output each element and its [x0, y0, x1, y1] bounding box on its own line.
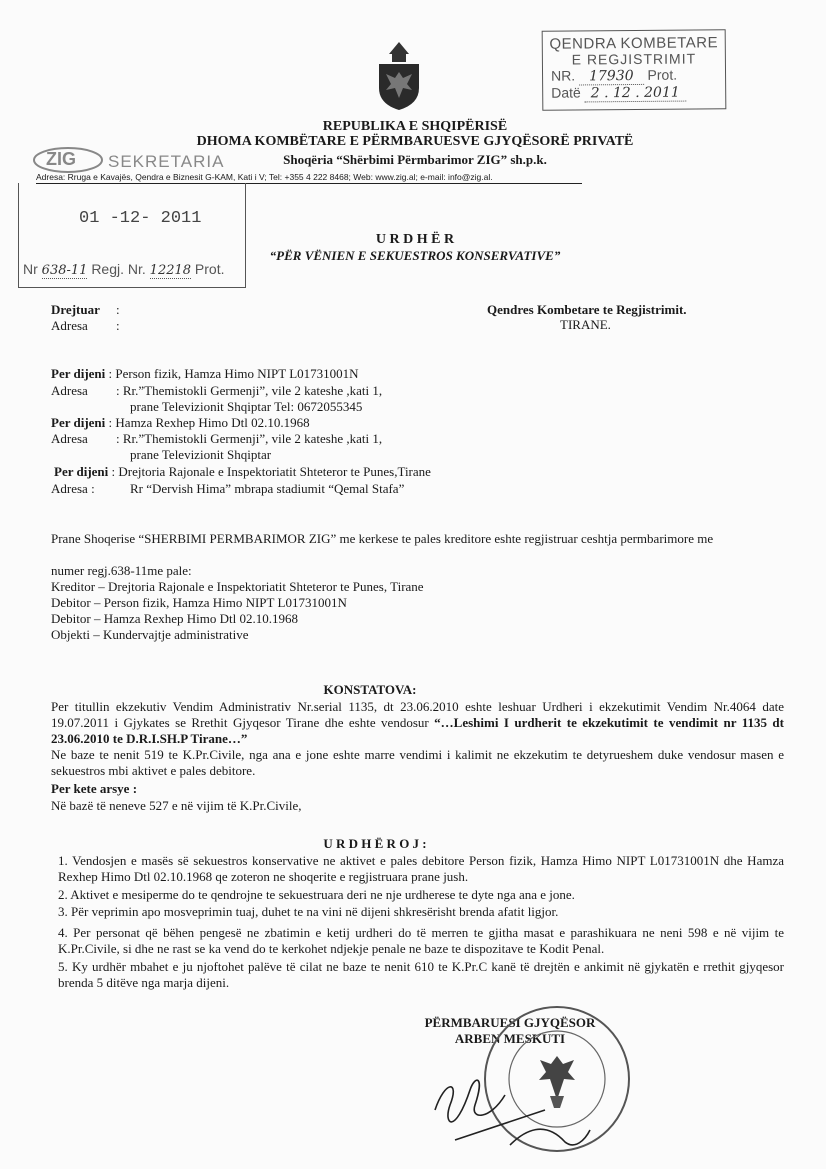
urdheroj-item-4: 4. Per personat që bëhen pengesë ne zbatimin e ketij urdheri do të merren te gjitha masat e parashikuara ne neni 598 e në vijim te K.Pr.Civile, si dhe ne rast se ka vend do te kerkohet ndjekje penale ne baze te dispozitave te Kodit Penal. [58, 925, 784, 956]
stamp-date-value: 2 . 12 . 2011 [585, 85, 686, 103]
recipient-adresa-colon: : [116, 318, 120, 333]
party1-adresa-label: Adresa [51, 383, 88, 398]
party2-address-2: prane Televizionit Shqiptar [130, 447, 272, 462]
per-kete-arsye: Per kete arsye : [51, 781, 138, 796]
party2-adresa-label: Adresa [51, 431, 88, 446]
intro-kreditor: Kreditor – Drejtoria Rajonale e Inspektoriatit Shteteror te Punes, Tirane [51, 579, 424, 594]
urdheroj-item-1: 1. Vendosjen e masës së sekuestros konservative ne aktivet e pales debitore Person fizik, Hamza Himo NIPT L01731001N dhe Hamza Rexhep Himo Dtl 02.10.1968 qe zoteron ne shoqerite e regjistruara prane jush. [58, 853, 784, 884]
republic-heading: REPUBLIKA E SHQIPËRISË [322, 119, 508, 134]
signature-name: ARBEN MESKUTI [454, 1031, 566, 1046]
urdheroj-item-2: 2. Aktivet e mesiperme do te qendrojne te sekuestruara deri ne nje urdherese te dyte nga ana e jone. [58, 887, 575, 902]
secretary-title: SEKRETARIA [108, 152, 225, 171]
signature-title: PËRMBARUESI GJYQËSOR [424, 1015, 596, 1030]
party1-label: Per dijeni [51, 366, 106, 381]
konstatova-p1-quote: “…Leshimi I urdherit te ekzekutimit te vendimit nr 1135 dt 23.06.2010 te D.R.I.SH.P Tirane…” [51, 715, 784, 746]
zig-logo-text: ZIG [46, 149, 76, 169]
stamp-date-label: Datë [551, 84, 581, 101]
secretary-date: 01 -12- 2011 [79, 209, 202, 228]
party3-address: Rr “Dervish Hima” mbrapa stadiumit “Qemal Stafa” [130, 481, 405, 496]
konstatova-heading: KONSTATOVA: [323, 682, 417, 697]
company-name: Shoqëria “Shërbimi Përmbarimor ZIG” sh.p.k. [283, 152, 547, 167]
konstatova-p2: Ne baze te nenit 519 te K.Pr.Civile, nga ana e jone eshte marre vendimi i kalimit ne ekzekutim te detyrueshem duke vendosur masen e sekuestros mbi aktivet e pales debitore. [51, 747, 784, 778]
secretary-nr-label: Nr [23, 261, 38, 277]
party1-value: Person fizik, Hamza Himo NIPT L01731001N [115, 366, 359, 381]
drejtuar-label: Drejtuar [51, 302, 100, 317]
secretary-regj-label: Regj. Nr. [91, 261, 146, 277]
stamp-line2: E REGJISTRIMIT [571, 50, 697, 68]
coat-of-arms-icon [376, 40, 422, 112]
party1-address-1: Rr.”Themistokli Germenji”, vile 2 kateshe ,kati 1, [122, 383, 383, 398]
order-subtitle: “PËR VËNIEN E SEKUESTROS KONSERVATIVE” [269, 248, 561, 263]
party2-label: Per dijeni [51, 415, 106, 430]
party2-address-1: Rr.”Themistokli Germenji”, vile 2 kateshe ,kati 1, [122, 431, 383, 446]
order-title: U R D H Ë R [375, 232, 455, 247]
stamp-line1: QENDRA KOMBETARE [549, 34, 719, 53]
secretary-prot-label: Prot. [194, 261, 225, 277]
party2-value: Hamza Rexhep Himo Dtl 02.10.1968 [115, 415, 310, 430]
stamp-prot-label: Prot. [647, 66, 678, 83]
drejtuar-colon: : [116, 302, 120, 317]
recipient-name: Qendres Kombetare te Regjistrimit. [487, 302, 687, 317]
stamp-nr-value: 17930 [579, 68, 644, 86]
header-address-line: Adresa: Rruga e Kavajës, Qendra e Biznesit G-KAM, Kati i V; Tel: +355 4 222 8468; Web: www.zig.al; e-mail: info@zig.al. [36, 172, 582, 184]
secretary-nr-value: 638-11 [41, 263, 88, 278]
stamp-nr-label: NR. [550, 67, 576, 84]
party3-adresa-label: Adresa : [51, 481, 95, 496]
zig-logo-icon [32, 146, 104, 174]
secretary-stamp-box [18, 183, 246, 288]
intro-debitor-2: Debitor – Hamza Rexhep Himo Dtl 02.10.1968 [51, 611, 298, 626]
urdheroj-heading: U R D H Ë R O J : [323, 836, 427, 851]
recipient-adresa-label: Adresa [51, 318, 88, 333]
registration-stamp [542, 29, 727, 111]
party3-label: Per dijeni [54, 464, 109, 479]
recipient-city: TIRANE. [560, 317, 611, 332]
signature-scribble-icon [415, 1050, 605, 1160]
party3-value: Drejtoria Rajonale e Inspektoriatit Shteteror te Punes,Tirane [118, 464, 431, 479]
urdheroj-item-5: 5. Ky urdhër mbahet e ju njoftohet palëve të cilat ne baze te nenit 610 te K.Pr.C kanë të drejtën e ankimit në gjykatën e rrethit gjyqesor brenda 5 ditëve nga marja dijeni. [58, 959, 784, 990]
intro-case-number: numer regj.638-11me pale: [51, 563, 192, 578]
urdheroj-item-3: 3. Për veprimin apo mosveprimin tuaj, duhet te na vini në dijeni shkresërisht brenda afatit ligjor. [58, 904, 559, 919]
intro-objekti: Objekti – Kundervajtje administrative [51, 627, 249, 642]
konstatova-p1: Per titullin ekzekutiv Vendim Administrativ Nr.serial 1135, dt 23.06.2010 eshte leshuar Urdheri i ekzekutimit Vendim Nr.4064 date 19.07.2011 i Gjykates se Rrethit Gjyqesor Tirane dhe eshte vendosur [51, 699, 784, 730]
party1-address-2: prane Televizionit Shqiptar Tel: 0672055345 [130, 399, 363, 414]
ne-baze-neneve: Në bazë të neneve 527 e në vijim të K.Pr.Civile, [51, 798, 302, 813]
intro-debitor-1: Debitor – Person fizik, Hamza Himo NIPT L01731001N [51, 595, 347, 610]
secretary-regj-value: 12218 [149, 263, 192, 278]
intro-paragraph: Prane Shoqerise “SHERBIMI PERMBARIMOR ZIG” me kerkese te pales kreditore eshte regjistruar ceshtja permbarimore me [51, 531, 714, 546]
chamber-heading: DHOMA KOMBËTARE E PËRMBARUESVE GJYQËSORË PRIVATË [196, 134, 634, 149]
